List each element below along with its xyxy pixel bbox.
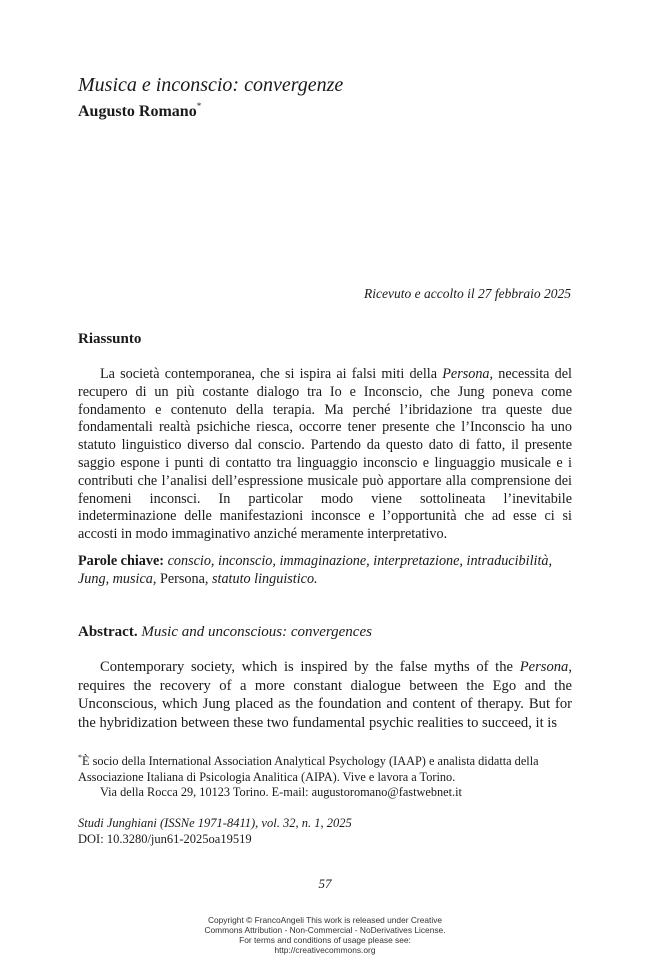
- keywords-list-b: , statuto linguistico.: [204, 571, 318, 587]
- abstract-text-b: , requires the recovery of a more constant dialogue between the Ego and the Unconscious, which Jung placed as the foundation and content of therapy. But for the hybridization between these two fundamental psychic realities to succeed, it is: [78, 659, 572, 731]
- keywords: [78, 552, 572, 588]
- author-footnote: [78, 750, 574, 801]
- riassunto-text-a: La società contemporanea, che si ispira ai falsi miti della: [100, 366, 443, 382]
- copyright-line-3: For terms and conditions of usage please see:: [239, 935, 411, 945]
- footnote-mark: *: [78, 753, 82, 762]
- page-number: 57: [318, 876, 332, 891]
- copyright-link[interactable]: http://creativecommons.org: [274, 945, 376, 955]
- abstract-paragraph: [78, 658, 572, 732]
- keywords-label: Parole chiave:: [78, 553, 165, 569]
- journal-reference: Studi Junghiani (ISSNe 1971-8411), vol. 32, n. 1, 2025: [78, 816, 352, 830]
- abstract-persona: Persona: [519, 659, 569, 675]
- keywords-list-a: conscio, inconscio, immaginazione, interpretazione, intraducibilità, Jung, musica,: [78, 553, 553, 587]
- abstract-heading: [78, 624, 372, 641]
- article-title: Musica e inconscio: convergenze: [78, 74, 344, 96]
- journal-info: [78, 815, 352, 847]
- keywords-persona: Persona: [159, 571, 205, 587]
- footnote-address: Via della Rocca 29, 10123 Torino. E-mail: augustoromano@fastwebnet.it: [100, 785, 462, 799]
- author-footnote-mark: *: [196, 101, 202, 111]
- riassunto-paragraph: [78, 366, 572, 544]
- abstract-title: Music and unconscious: convergences: [141, 624, 372, 640]
- received-date: Ricevuto e accolto il 27 febbraio 2025: [364, 286, 571, 301]
- abstract-label: Abstract.: [78, 624, 138, 640]
- abstract-text-a: Contemporary society, which is inspired by the false myths of the: [100, 659, 520, 675]
- riassunto-text-b: , necessita del recupero di un più costante dialogo tra Io e Inconscio, che Jung poneva come fondamento e contenuto della terapia. Ma perché l’ibridazione tra queste due fondamentali realtà psichiche riesca, occorre tener presente che l’Inconscio ha uno statuto linguistico diverso dal conscio. Partendo da questo dato di fatto, il presente saggio espone i punti di contatto tra linguaggio inconscio e linguaggio musicale e i contributi che l’analisi dell’espressione musicale può apportare alla comprensione dei fenomeni inconsci. In particolar modo viene sottolineata l’inevitabile indeterminazione delle manifestazioni inconsce e l’opportunità che ad esse ci si accosti in modo immaginativo anziché meramente interpretativo.: [78, 366, 572, 543]
- copyright-notice: [0, 915, 650, 955]
- copyright-line-2: Commons Attribution - Non-Commercial - NoDerivatives License.: [204, 925, 446, 935]
- riassunto-persona: Persona: [442, 366, 490, 382]
- author-name: Augusto Romano: [78, 103, 197, 120]
- footnote-text: È socio della International Association Analytical Psychology (IAAP) e analista didatta della Associazione Italiana di Psicologia Analitica (AIPA). Vive e lavora a Torino.: [78, 754, 539, 784]
- article-author: [78, 96, 201, 122]
- copyright-line-1: Copyright © FrancoAngeli This work is released under Creative: [207, 915, 443, 925]
- riassunto-heading: Riassunto: [78, 331, 142, 347]
- journal-doi: DOI: 10.3280/jun61-2025oa19519: [78, 832, 252, 846]
